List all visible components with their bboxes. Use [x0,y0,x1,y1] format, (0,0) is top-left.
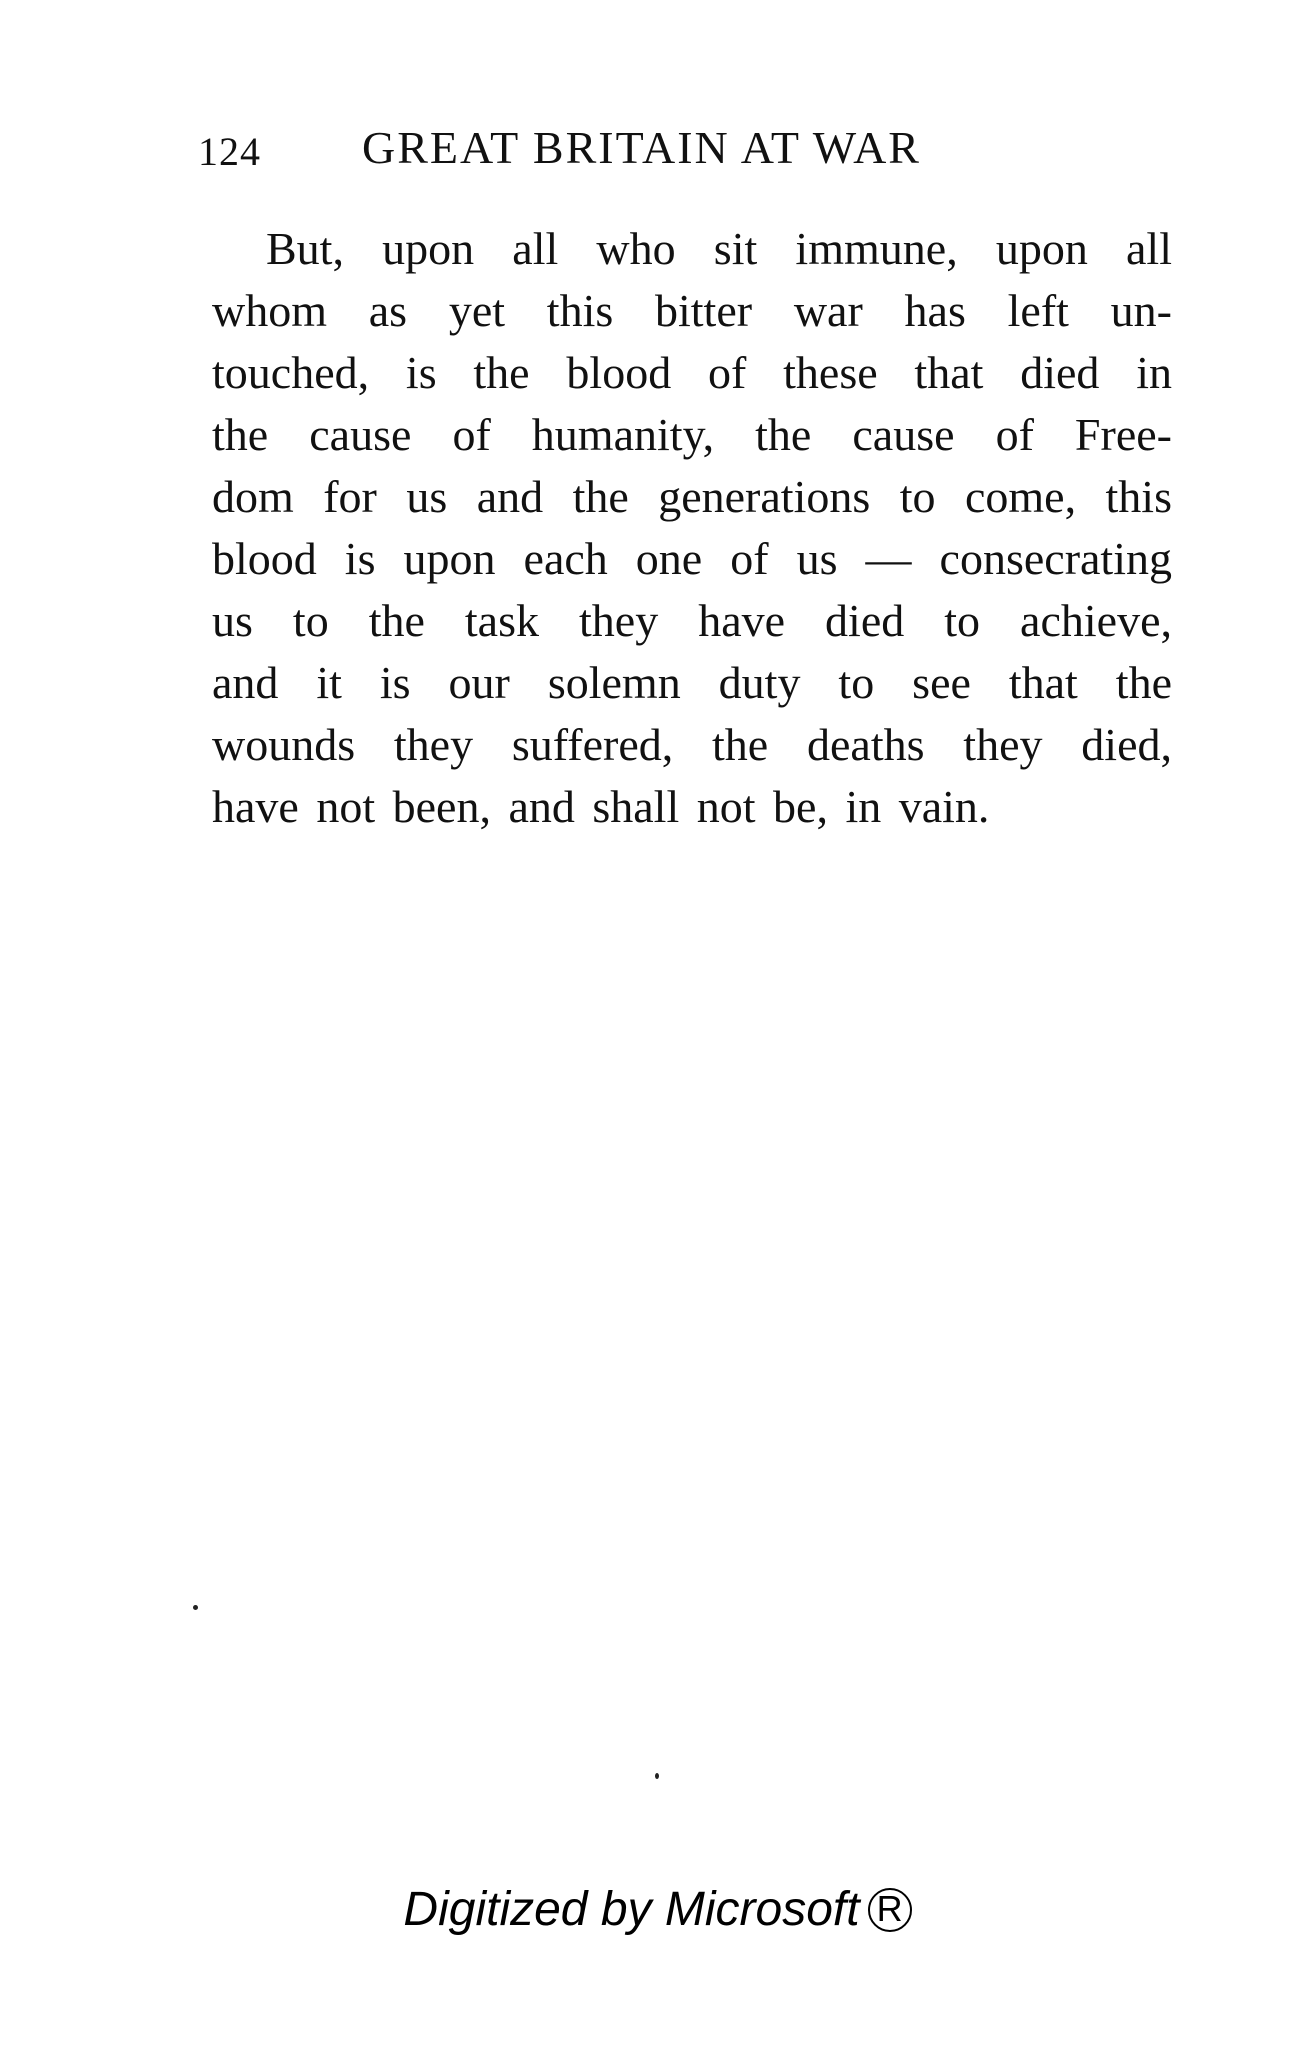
text-line: dom for us and the generations to come, this [212,471,1172,522]
text-line: But, upon all who sit immune, upon all [266,223,1172,274]
page-number: 124 [198,129,261,174]
digitized-watermark [0,1880,1315,1940]
text-line: blood is upon each one of us — consecrating [212,533,1172,584]
scan-speck [193,1605,198,1610]
text-line: have not been, and shall not be, in vain. [212,781,990,832]
text-line: us to the task they have died to achieve, [212,595,1172,646]
text-line: touched, is the blood of these that died in [212,347,1172,398]
text-line: and it is our solemn duty to see that the [212,657,1172,708]
text-line: the cause of humanity, the cause of Free- [212,409,1172,460]
scan-speck [655,1773,659,1779]
registered-trademark-icon: R [868,1888,912,1932]
text-line: whom as yet this bitter war has left un- [212,285,1172,336]
paragraph [212,218,1172,838]
book-title: GREAT BRITAIN AT WAR [362,122,921,173]
text-line: wounds they suffered, the deaths they died, [212,719,1172,770]
watermark-text: Digitized by Microsoft [403,1883,860,1936]
running-head [198,118,1078,178]
